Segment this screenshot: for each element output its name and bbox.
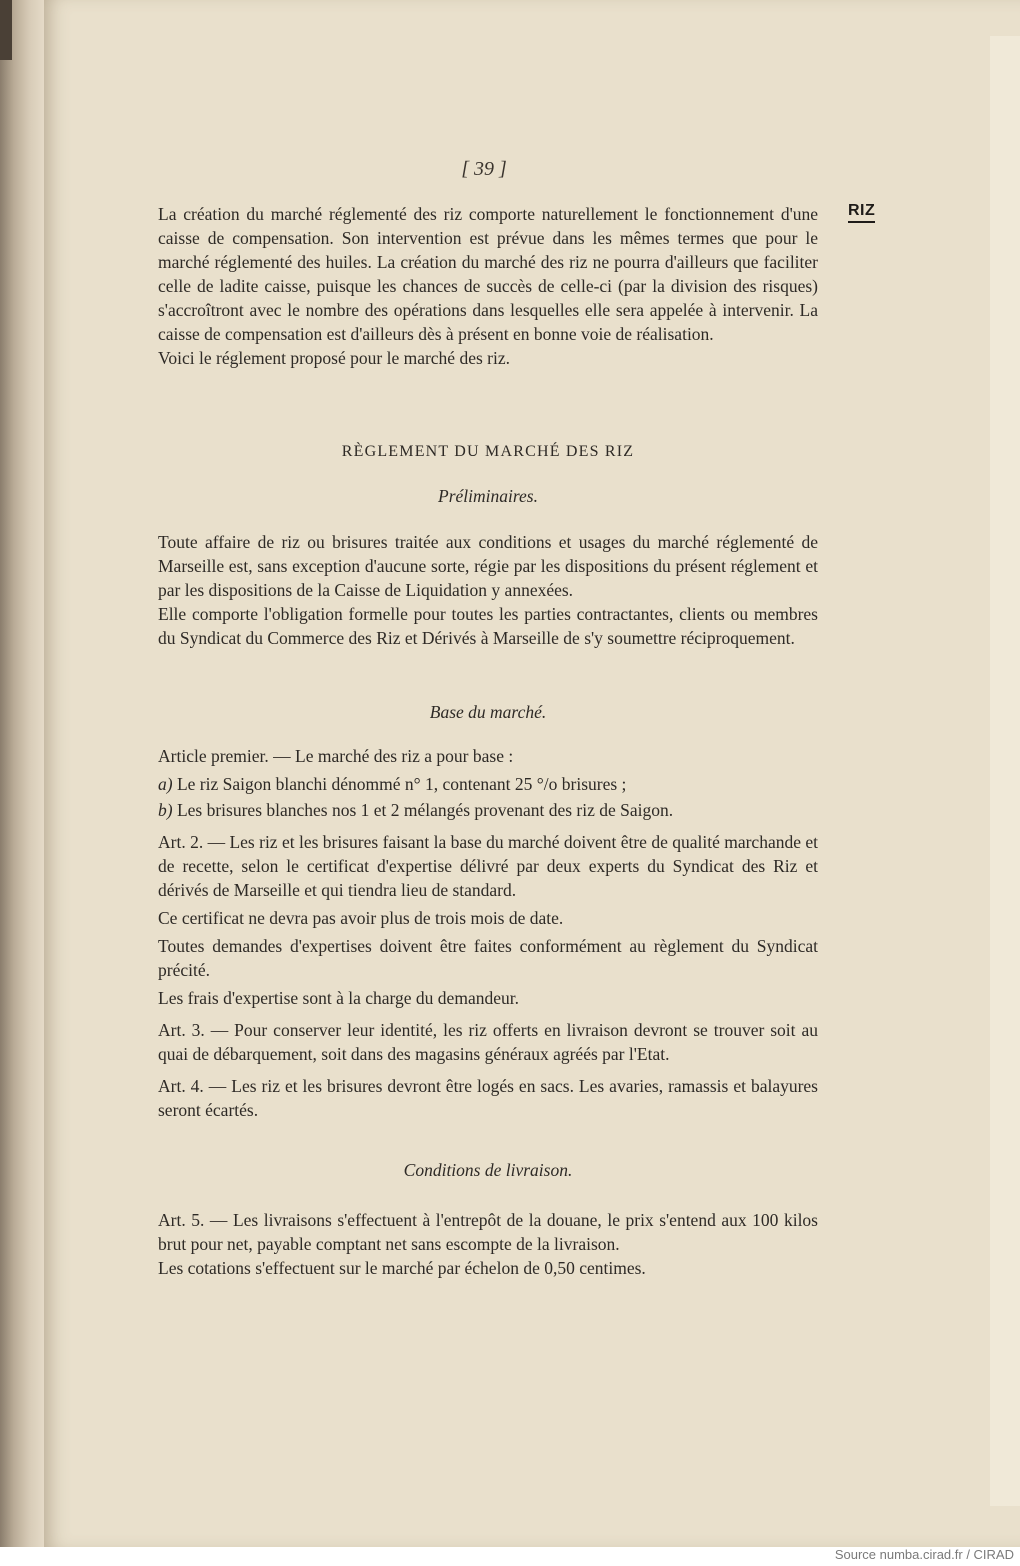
article-1-item-b [158,798,818,822]
item-b-text: Les brisures blanches nos 1 et 2 mélangés provenant des riz de Saigon. [176,800,674,820]
article-3: Art. 3. — Pour conserver leur identité, les riz offerts en livraison devront se trouver soit au quai de débarquement, soit dans des magasins généraux agréés par l'Etat. [158,1020,818,1064]
document-page [44,0,1020,1547]
base-block [158,744,818,1122]
source-credit: Source numba.cirad.fr / CIRAD [834,1547,1014,1562]
preliminaires-block [158,530,818,650]
article-5: Art. 5. — Les livraisons s'effectuent à l'entrepôt de la douane, le prix s'entend aux 100 kilos brut pour net, payable comptant net sans escompte de la livraison. [158,1210,818,1254]
book-binding [0,0,46,1547]
intro-paragraph-2: Voici le réglement proposé pour le marché des riz. [158,348,510,368]
page-edge [990,36,1020,1506]
article-4: Art. 4. — Les riz et les brisures devront être logés en sacs. Les avaries, ramassis et balayures seront écartés. [158,1076,818,1120]
intro-paragraph: La création du marché réglementé des riz comporte naturellement le fonctionnement d'une caisse de compensation. Son intervention est prévue dans les mêmes termes que pour le marché réglementé des huiles. La création du marché des riz ne pourra d'ailleurs que faciliter celle de ladite caisse, puisque les chances de succès de celle-ci (par la division des risques) s'accroîtront avec le nombre des opérations dans lesquelles elle sera appelée à intervenir. La caisse de compensation est d'ailleurs dès à présent en bonne voie de réalisation. [158,204,818,344]
section-heading-preliminaires: Préliminaires. [438,486,538,506]
livraison-block [158,1208,818,1280]
intro-block [158,202,818,370]
article-2-fees: Les frais d'expertise sont à la charge du demandeur. [158,988,519,1008]
article-2-requests: Toutes demandes d'expertises doivent être faites conformément au règlement du Syndicat précité. [158,936,818,980]
section-heading-livraison: Conditions de livraison. [403,1160,573,1180]
document-title: RÈGLEMENT DU MARCHÉ DES RIZ [341,443,635,460]
section-heading-base: Base du marché. [429,702,547,722]
preliminaires-paragraph-2: Elle comporte l'obligation formelle pour toutes les parties contractantes, clients ou membres du Syndicat du Commerce des Riz et Dérivés à Marseille de s'y soumettre réciproquement. [158,604,818,648]
item-a-text: Le riz Saigon blanchi dénommé n° 1, contenant 25 °/o brisures ; [176,774,627,794]
article-5-quotes: Les cotations s'effectuent sur le marché par échelon de 0,50 centimes. [158,1258,646,1278]
article-2-certificate: Ce certificat ne devra pas avoir plus de trois mois de date. [158,908,564,928]
item-b-label: b) [158,800,173,820]
preliminaires-paragraph-1: Toute affaire de riz ou brisures traitée aux conditions et usages du marché réglementé de Marseille est, sans exception d'aucune sorte, régie par les dispositions du présent réglement et par les dispositions de la Caisse de Liquidation y annexées. [158,532,818,600]
article-2: Art. 2. — Les riz et les brisures faisant la base du marché doivent être de qualité marchande et de recette, selon le certificat d'expertise délivré par deux experts du Syndicat des Riz et dérivés de Marseille et qui tiendra lieu de standard. [158,832,818,900]
item-a-label: a) [158,774,173,794]
binding-shadow [0,0,12,60]
page-number: [ 39 ] [461,158,507,180]
article-1-item-a [158,772,818,796]
article-1: Article premier. — Le marché des riz a pour base : [158,746,514,766]
margin-tag: RIZ [848,202,875,223]
